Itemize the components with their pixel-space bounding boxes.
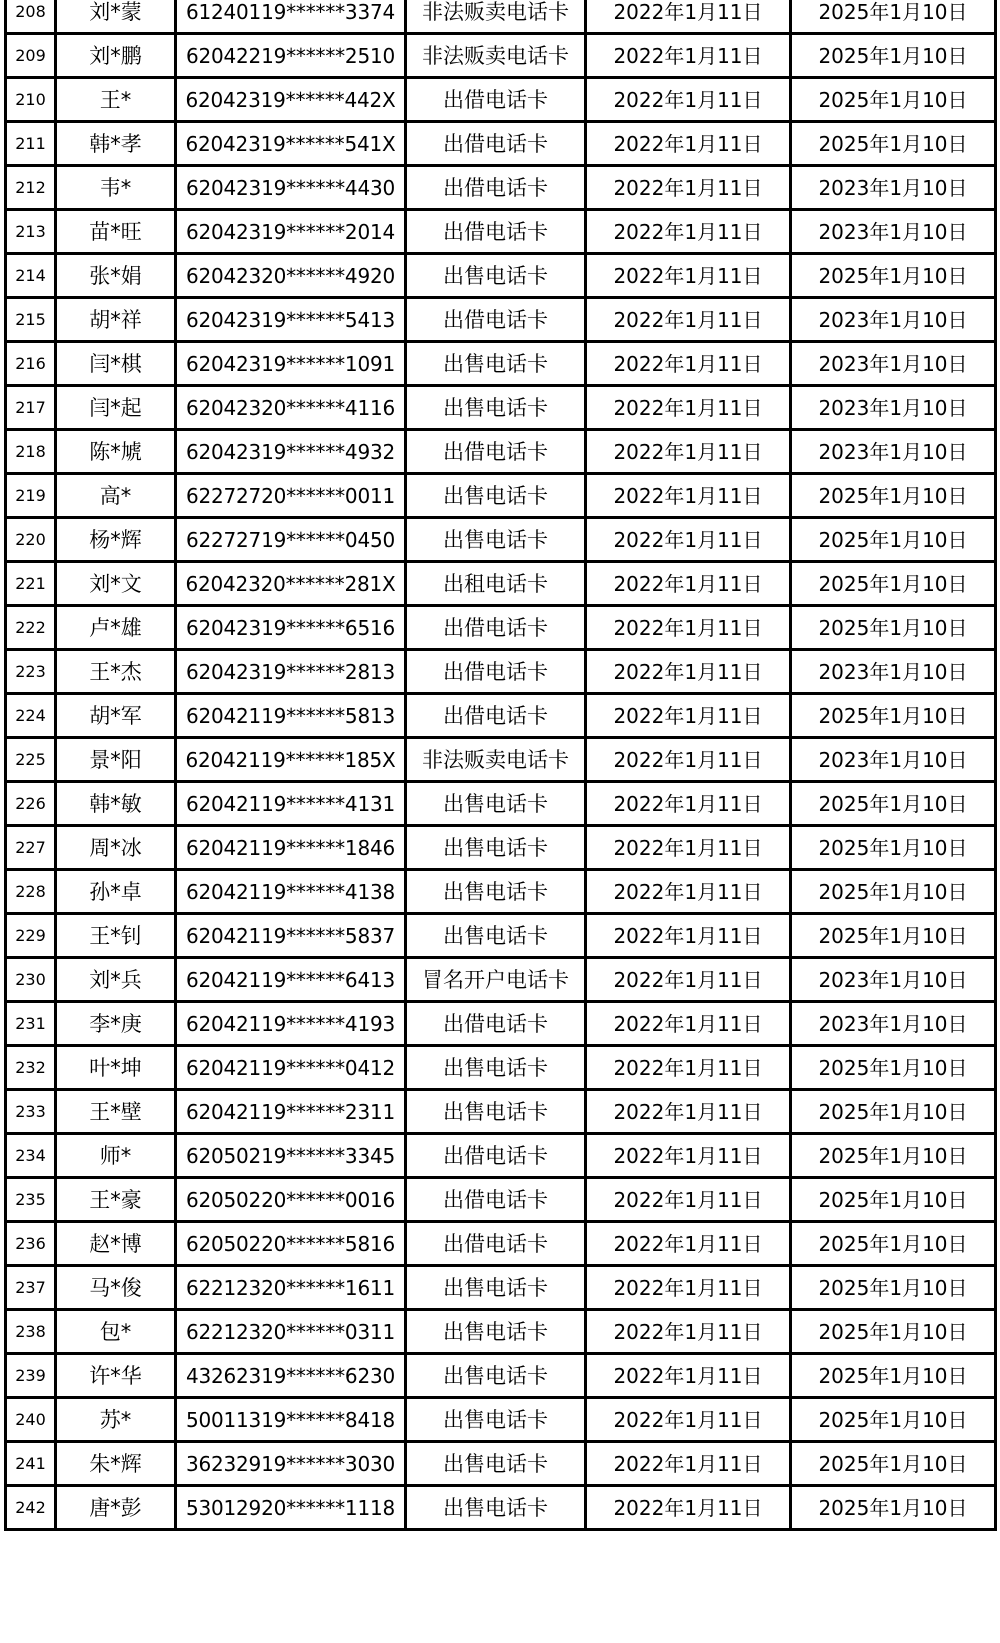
table-row — [6, 166, 996, 210]
end-date-cell: 2025年1月10日 — [791, 1266, 996, 1310]
start-date-cell: 2022年1月11日 — [586, 1090, 791, 1134]
person-name-cell: 包* — [56, 1310, 176, 1354]
table-row — [6, 0, 996, 34]
row-number-cell: 218 — [6, 430, 56, 474]
row-number-cell: 231 — [6, 1002, 56, 1046]
table-row — [6, 562, 996, 606]
row-number-cell: 224 — [6, 694, 56, 738]
end-date-cell: 2025年1月10日 — [791, 474, 996, 518]
start-date-cell: 2022年1月11日 — [586, 298, 791, 342]
table-row — [6, 606, 996, 650]
person-name-cell: 韩*孝 — [56, 122, 176, 166]
violation-reason-cell: 出借电话卡 — [406, 122, 586, 166]
id-number-cell: 62212320******0311 — [176, 1310, 406, 1354]
end-date-cell: 2025年1月10日 — [791, 1090, 996, 1134]
row-number-cell: 240 — [6, 1398, 56, 1442]
id-number-cell: 36232919******3030 — [176, 1442, 406, 1486]
start-date-cell: 2022年1月11日 — [586, 694, 791, 738]
start-date-cell: 2022年1月11日 — [586, 34, 791, 78]
id-number-cell: 62042319******1091 — [176, 342, 406, 386]
row-number-cell: 222 — [6, 606, 56, 650]
person-name-cell: 高* — [56, 474, 176, 518]
start-date-cell: 2022年1月11日 — [586, 650, 791, 694]
violation-reason-cell: 出售电话卡 — [406, 518, 586, 562]
violation-reason-cell: 出售电话卡 — [406, 782, 586, 826]
person-name-cell: 王* — [56, 78, 176, 122]
start-date-cell: 2022年1月11日 — [586, 1222, 791, 1266]
row-number-cell: 223 — [6, 650, 56, 694]
start-date-cell: 2022年1月11日 — [586, 430, 791, 474]
row-number-cell: 220 — [6, 518, 56, 562]
table-row — [6, 1134, 996, 1178]
table-row — [6, 1442, 996, 1486]
end-date-cell: 2023年1月10日 — [791, 958, 996, 1002]
start-date-cell: 2022年1月11日 — [586, 1486, 791, 1530]
table-row — [6, 1354, 996, 1398]
id-number-cell: 62042119******2311 — [176, 1090, 406, 1134]
person-name-cell: 杨*辉 — [56, 518, 176, 562]
table-row — [6, 1002, 996, 1046]
violation-reason-cell: 出借电话卡 — [406, 650, 586, 694]
table-row — [6, 694, 996, 738]
id-number-cell: 50011319******8418 — [176, 1398, 406, 1442]
start-date-cell: 2022年1月11日 — [586, 1046, 791, 1090]
row-number-cell: 209 — [6, 34, 56, 78]
id-number-cell: 62042320******4920 — [176, 254, 406, 298]
id-number-cell: 62042219******2510 — [176, 34, 406, 78]
start-date-cell: 2022年1月11日 — [586, 210, 791, 254]
end-date-cell: 2025年1月10日 — [791, 606, 996, 650]
row-number-cell: 214 — [6, 254, 56, 298]
person-name-cell: 师* — [56, 1134, 176, 1178]
row-number-cell: 232 — [6, 1046, 56, 1090]
violation-reason-cell: 出售电话卡 — [406, 1046, 586, 1090]
id-number-cell: 62042319******4932 — [176, 430, 406, 474]
table-row — [6, 1266, 996, 1310]
table-row — [6, 518, 996, 562]
violation-reason-cell: 出借电话卡 — [406, 1002, 586, 1046]
violation-reason-cell: 出售电话卡 — [406, 1398, 586, 1442]
violation-reason-cell: 非法贩卖电话卡 — [406, 34, 586, 78]
end-date-cell: 2023年1月10日 — [791, 166, 996, 210]
id-number-cell: 62042319******2014 — [176, 210, 406, 254]
row-number-cell: 211 — [6, 122, 56, 166]
person-name-cell: 卢*雄 — [56, 606, 176, 650]
start-date-cell: 2022年1月11日 — [586, 474, 791, 518]
violation-reason-cell: 出借电话卡 — [406, 430, 586, 474]
person-name-cell: 胡*祥 — [56, 298, 176, 342]
table-row — [6, 826, 996, 870]
end-date-cell: 2025年1月10日 — [791, 254, 996, 298]
row-number-cell: 212 — [6, 166, 56, 210]
row-number-cell: 227 — [6, 826, 56, 870]
roster-table-body — [6, 0, 996, 1530]
id-number-cell: 62042119******4138 — [176, 870, 406, 914]
id-number-cell: 62042319******5413 — [176, 298, 406, 342]
table-row — [6, 430, 996, 474]
end-date-cell: 2023年1月10日 — [791, 1002, 996, 1046]
end-date-cell: 2025年1月10日 — [791, 1354, 996, 1398]
row-number-cell: 219 — [6, 474, 56, 518]
violation-reason-cell: 出借电话卡 — [406, 298, 586, 342]
violation-reason-cell: 出借电话卡 — [406, 1178, 586, 1222]
person-name-cell: 王*豪 — [56, 1178, 176, 1222]
start-date-cell: 2022年1月11日 — [586, 0, 791, 34]
end-date-cell: 2025年1月10日 — [791, 562, 996, 606]
person-name-cell: 王*壁 — [56, 1090, 176, 1134]
id-number-cell: 62042119******6413 — [176, 958, 406, 1002]
violation-reason-cell: 出售电话卡 — [406, 914, 586, 958]
row-number-cell: 210 — [6, 78, 56, 122]
start-date-cell: 2022年1月11日 — [586, 1398, 791, 1442]
person-name-cell: 马*俊 — [56, 1266, 176, 1310]
violation-reason-cell: 出售电话卡 — [406, 870, 586, 914]
person-name-cell: 唐*彭 — [56, 1486, 176, 1530]
row-number-cell: 213 — [6, 210, 56, 254]
table-row — [6, 298, 996, 342]
id-number-cell: 43262319******6230 — [176, 1354, 406, 1398]
table-row — [6, 474, 996, 518]
table-row — [6, 386, 996, 430]
person-name-cell: 李*庚 — [56, 1002, 176, 1046]
violation-reason-cell: 出售电话卡 — [406, 342, 586, 386]
person-name-cell: 陈*虓 — [56, 430, 176, 474]
person-name-cell: 刘*鹏 — [56, 34, 176, 78]
id-number-cell: 62050220******5816 — [176, 1222, 406, 1266]
table-row — [6, 870, 996, 914]
id-number-cell: 62042119******4193 — [176, 1002, 406, 1046]
end-date-cell: 2025年1月10日 — [791, 694, 996, 738]
person-name-cell: 朱*辉 — [56, 1442, 176, 1486]
row-number-cell: 215 — [6, 298, 56, 342]
id-number-cell: 62042119******0412 — [176, 1046, 406, 1090]
table-row — [6, 210, 996, 254]
id-number-cell: 62042320******4116 — [176, 386, 406, 430]
end-date-cell: 2023年1月10日 — [791, 650, 996, 694]
person-name-cell: 胡*军 — [56, 694, 176, 738]
violation-reason-cell: 出售电话卡 — [406, 1354, 586, 1398]
id-number-cell: 62042319******541X — [176, 122, 406, 166]
start-date-cell: 2022年1月11日 — [586, 386, 791, 430]
violation-reason-cell: 出借电话卡 — [406, 1134, 586, 1178]
row-number-cell: 229 — [6, 914, 56, 958]
row-number-cell: 226 — [6, 782, 56, 826]
violation-reason-cell: 出借电话卡 — [406, 166, 586, 210]
violation-reason-cell: 出借电话卡 — [406, 1222, 586, 1266]
id-number-cell: 62272720******0011 — [176, 474, 406, 518]
row-number-cell: 208 — [6, 0, 56, 34]
violation-reason-cell: 出售电话卡 — [406, 1486, 586, 1530]
violation-reason-cell: 出借电话卡 — [406, 694, 586, 738]
violation-reason-cell: 出售电话卡 — [406, 386, 586, 430]
person-name-cell: 景*阳 — [56, 738, 176, 782]
table-row — [6, 254, 996, 298]
table-row — [6, 78, 996, 122]
start-date-cell: 2022年1月11日 — [586, 562, 791, 606]
violation-reason-cell: 出售电话卡 — [406, 1266, 586, 1310]
end-date-cell: 2025年1月10日 — [791, 826, 996, 870]
person-name-cell: 刘*蒙 — [56, 0, 176, 34]
end-date-cell: 2023年1月10日 — [791, 386, 996, 430]
violation-reason-cell: 出借电话卡 — [406, 210, 586, 254]
violation-reason-cell: 非法贩卖电话卡 — [406, 0, 586, 34]
start-date-cell: 2022年1月11日 — [586, 958, 791, 1002]
end-date-cell: 2025年1月10日 — [791, 870, 996, 914]
end-date-cell: 2025年1月10日 — [791, 914, 996, 958]
row-number-cell: 241 — [6, 1442, 56, 1486]
id-number-cell: 62042319******442X — [176, 78, 406, 122]
end-date-cell: 2025年1月10日 — [791, 518, 996, 562]
table-row — [6, 914, 996, 958]
start-date-cell: 2022年1月11日 — [586, 78, 791, 122]
person-name-cell: 许*华 — [56, 1354, 176, 1398]
end-date-cell: 2023年1月10日 — [791, 298, 996, 342]
table-row — [6, 782, 996, 826]
row-number-cell: 238 — [6, 1310, 56, 1354]
table-row — [6, 738, 996, 782]
start-date-cell: 2022年1月11日 — [586, 606, 791, 650]
person-name-cell: 张*娟 — [56, 254, 176, 298]
violation-reason-cell: 出租电话卡 — [406, 562, 586, 606]
person-name-cell: 赵*博 — [56, 1222, 176, 1266]
row-number-cell: 239 — [6, 1354, 56, 1398]
start-date-cell: 2022年1月11日 — [586, 1134, 791, 1178]
row-number-cell: 234 — [6, 1134, 56, 1178]
start-date-cell: 2022年1月11日 — [586, 738, 791, 782]
row-number-cell: 242 — [6, 1486, 56, 1530]
violation-reason-cell: 出售电话卡 — [406, 1310, 586, 1354]
table-row — [6, 342, 996, 386]
id-number-cell: 62042119******5813 — [176, 694, 406, 738]
person-name-cell: 王*钊 — [56, 914, 176, 958]
end-date-cell: 2025年1月10日 — [791, 782, 996, 826]
start-date-cell: 2022年1月11日 — [586, 518, 791, 562]
start-date-cell: 2022年1月11日 — [586, 782, 791, 826]
start-date-cell: 2022年1月11日 — [586, 1310, 791, 1354]
row-number-cell: 236 — [6, 1222, 56, 1266]
table-row — [6, 122, 996, 166]
violation-reason-cell: 出售电话卡 — [406, 254, 586, 298]
end-date-cell: 2025年1月10日 — [791, 34, 996, 78]
person-name-cell: 苗*旺 — [56, 210, 176, 254]
person-name-cell: 王*杰 — [56, 650, 176, 694]
table-row — [6, 650, 996, 694]
start-date-cell: 2022年1月11日 — [586, 166, 791, 210]
row-number-cell: 225 — [6, 738, 56, 782]
end-date-cell: 2025年1月10日 — [791, 1398, 996, 1442]
person-name-cell: 周*冰 — [56, 826, 176, 870]
person-name-cell: 闫*起 — [56, 386, 176, 430]
row-number-cell: 230 — [6, 958, 56, 1002]
end-date-cell: 2023年1月10日 — [791, 210, 996, 254]
person-name-cell: 孙*卓 — [56, 870, 176, 914]
violation-reason-cell: 出售电话卡 — [406, 474, 586, 518]
row-number-cell: 217 — [6, 386, 56, 430]
end-date-cell: 2023年1月10日 — [791, 738, 996, 782]
start-date-cell: 2022年1月11日 — [586, 1266, 791, 1310]
end-date-cell: 2025年1月10日 — [791, 1310, 996, 1354]
person-name-cell: 韦* — [56, 166, 176, 210]
violation-reason-cell: 非法贩卖电话卡 — [406, 738, 586, 782]
start-date-cell: 2022年1月11日 — [586, 122, 791, 166]
end-date-cell: 2025年1月10日 — [791, 1222, 996, 1266]
id-number-cell: 53012920******1118 — [176, 1486, 406, 1530]
id-number-cell: 62212320******1611 — [176, 1266, 406, 1310]
end-date-cell: 2025年1月10日 — [791, 1442, 996, 1486]
id-number-cell: 62042320******281X — [176, 562, 406, 606]
id-number-cell: 62042319******4430 — [176, 166, 406, 210]
start-date-cell: 2022年1月11日 — [586, 1442, 791, 1486]
row-number-cell: 235 — [6, 1178, 56, 1222]
start-date-cell: 2022年1月11日 — [586, 254, 791, 298]
id-number-cell: 62042319******6516 — [176, 606, 406, 650]
id-number-cell: 62272719******0450 — [176, 518, 406, 562]
table-row — [6, 1310, 996, 1354]
row-number-cell: 221 — [6, 562, 56, 606]
violation-reason-cell: 出售电话卡 — [406, 1442, 586, 1486]
id-number-cell: 62050220******0016 — [176, 1178, 406, 1222]
row-number-cell: 228 — [6, 870, 56, 914]
table-row — [6, 1178, 996, 1222]
table-row — [6, 1222, 996, 1266]
id-number-cell: 62050219******3345 — [176, 1134, 406, 1178]
person-name-cell: 闫*棋 — [56, 342, 176, 386]
violation-reason-cell: 出售电话卡 — [406, 826, 586, 870]
id-number-cell: 62042119******185X — [176, 738, 406, 782]
end-date-cell: 2025年1月10日 — [791, 1046, 996, 1090]
id-number-cell: 62042319******2813 — [176, 650, 406, 694]
start-date-cell: 2022年1月11日 — [586, 914, 791, 958]
person-name-cell: 韩*敏 — [56, 782, 176, 826]
violation-reason-cell: 出借电话卡 — [406, 606, 586, 650]
table-row — [6, 1046, 996, 1090]
end-date-cell: 2025年1月10日 — [791, 78, 996, 122]
roster-table — [4, 0, 997, 1531]
end-date-cell: 2023年1月10日 — [791, 430, 996, 474]
table-row — [6, 34, 996, 78]
violation-reason-cell: 出借电话卡 — [406, 78, 586, 122]
person-name-cell: 叶*坤 — [56, 1046, 176, 1090]
row-number-cell: 233 — [6, 1090, 56, 1134]
table-row — [6, 1398, 996, 1442]
end-date-cell: 2023年1月10日 — [791, 342, 996, 386]
person-name-cell: 刘*兵 — [56, 958, 176, 1002]
id-number-cell: 61240119******3374 — [176, 0, 406, 34]
start-date-cell: 2022年1月11日 — [586, 1354, 791, 1398]
end-date-cell: 2025年1月10日 — [791, 1178, 996, 1222]
start-date-cell: 2022年1月11日 — [586, 342, 791, 386]
start-date-cell: 2022年1月11日 — [586, 1178, 791, 1222]
person-name-cell: 刘*文 — [56, 562, 176, 606]
violation-reason-cell: 出售电话卡 — [406, 1090, 586, 1134]
id-number-cell: 62042119******4131 — [176, 782, 406, 826]
end-date-cell: 2025年1月10日 — [791, 1134, 996, 1178]
table-row — [6, 1090, 996, 1134]
id-number-cell: 62042119******1846 — [176, 826, 406, 870]
start-date-cell: 2022年1月11日 — [586, 1002, 791, 1046]
violation-reason-cell: 冒名开户电话卡 — [406, 958, 586, 1002]
table-row — [6, 1486, 996, 1530]
end-date-cell: 2025年1月10日 — [791, 122, 996, 166]
end-date-cell: 2025年1月10日 — [791, 0, 996, 34]
end-date-cell: 2025年1月10日 — [791, 1486, 996, 1530]
person-name-cell: 苏* — [56, 1398, 176, 1442]
row-number-cell: 216 — [6, 342, 56, 386]
start-date-cell: 2022年1月11日 — [586, 870, 791, 914]
row-number-cell: 237 — [6, 1266, 56, 1310]
table-row — [6, 958, 996, 1002]
start-date-cell: 2022年1月11日 — [586, 826, 791, 870]
id-number-cell: 62042119******5837 — [176, 914, 406, 958]
